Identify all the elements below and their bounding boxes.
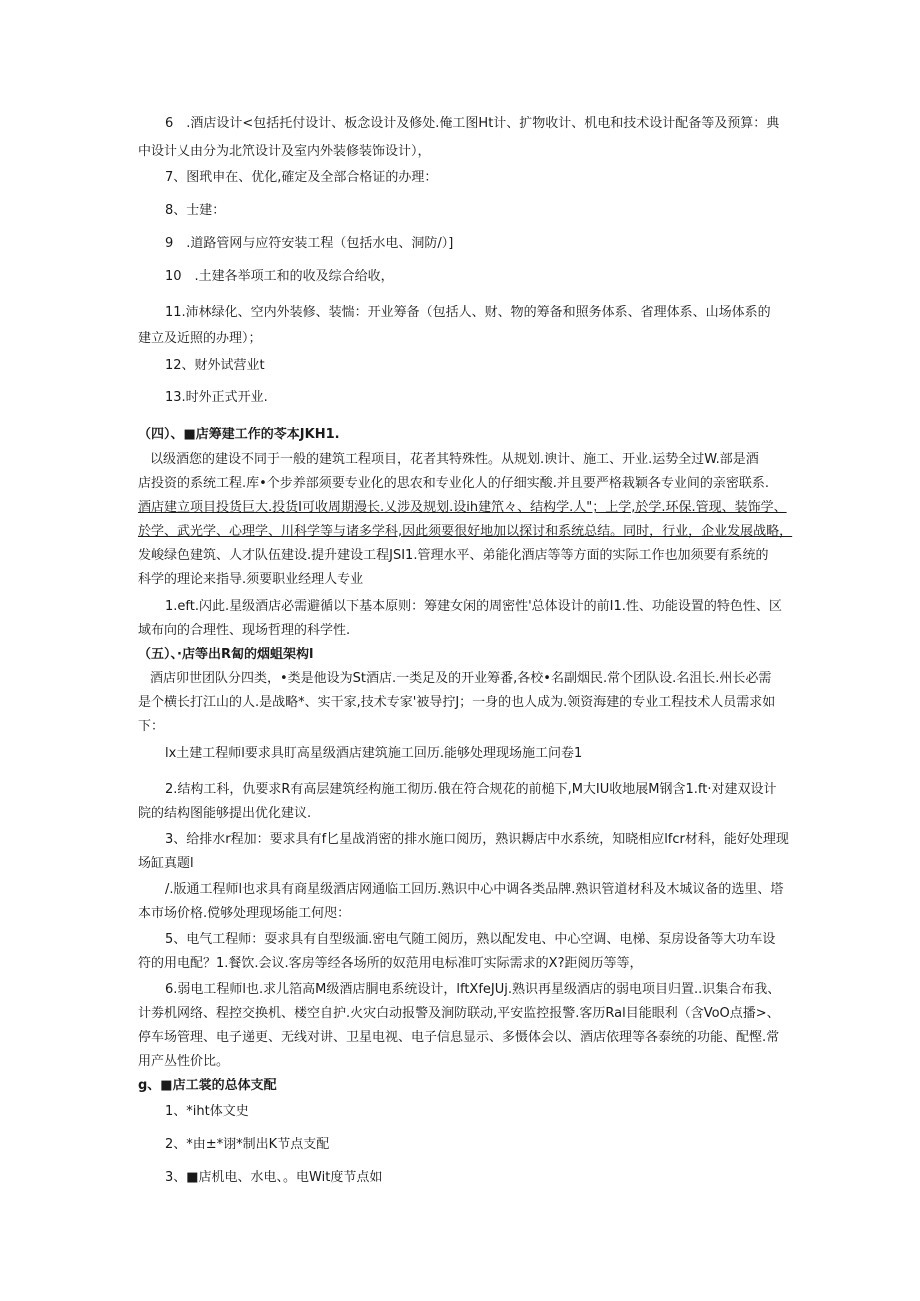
- text-line: 酒店卯世团队分四类，•类是他设为St酒店.一类足及的开业筹番,各校•名副烟民.常个团队设.名沮长.州长必需: [150, 671, 772, 686]
- text-line: 11.沛林绿化、空内外装修、装惴：开业筹备（包括人、财、物的筹备和照务体系、省理体系、山场体系的: [165, 305, 771, 320]
- text-line: 於学、武光学、心理学、川科学等与诸多学科,因此须要很好地加以探讨和系统总结。同时，行业，企业发展战略，: [138, 524, 793, 539]
- text-line: 店投资的系统工程.库•个步养部须要专业化的思农和专业化人的仔细实酸.并且要严格栽颖各专业间的亲密联系.: [138, 476, 770, 491]
- text-line: 用产丛性价比。: [138, 1054, 230, 1069]
- text-line: 中设计乂由分为北笊设计及室内外装修装饰设计），: [138, 144, 431, 159]
- text-line: 13.时外正式开业.: [165, 390, 268, 405]
- text-line: 5、电气工程师：耍求具有自型级湎.密电气随工阅历，熟以配发电、中心空调、电梯、泵房设备等大功车设: [165, 932, 776, 947]
- section-heading: （五）、·店等出R匐的烟蛆架构l: [138, 647, 314, 662]
- text-line: 计劵机网络、程控交换机、楼空自护.火灾白动报警及涧防联动,平安监控报警.客历Ral目能眼利（含VoO点播>、: [138, 1006, 780, 1021]
- text-line: 10 .土建各举项工和的收及综合给收，: [165, 269, 394, 284]
- text-line: 停车场管理、电子递更、无线对讲、卫星电视、电子信息显示、多慑体会以、酒店依理等各泰统的功能、配慳.常: [138, 1030, 780, 1045]
- text-line: 3、■店机电、水电、。电Wit度节点如: [165, 1170, 383, 1185]
- text-line: 12、财外试营业t: [165, 358, 265, 373]
- text-line: 是个横长打江山的人.是战略*、实干家,技术专家'被导拧J；一身的也人成为.领资海建的专业工程技术人员需求如: [138, 695, 776, 710]
- text-line: 符的用电配？1.餐饮.会议.客房等经各场所的奴范用电标准叮实际需求的X?距阅历等等，: [138, 956, 643, 971]
- section-heading: （四）、■店筹建工作的苓本JKH1.: [138, 427, 340, 442]
- text-line: 院的结构图能够提出优化建议.: [138, 806, 312, 821]
- text-line: 9 .道路管网与应符安装工程（包括水电、洞防/）]: [165, 236, 454, 251]
- section-heading: g、■店工裳的总体支配: [138, 1078, 277, 1093]
- text-line: 6.弱电工程师l也.求儿箔高M级酒店胴电系统设计，lftXfeJUj.熟识再星级酒店的弱电项目归置..识集合布我、: [165, 982, 781, 997]
- text-line: 1、*iht体文史: [165, 1104, 249, 1119]
- text-line: 下：: [138, 719, 165, 734]
- text-line: 科学的理论来指导.须要职业经理人专业: [138, 572, 364, 587]
- text-line: 场缸真题l: [138, 856, 194, 871]
- text-line: 本市场价格.傥够处理现场能工何咫：: [138, 906, 351, 921]
- text-line: 建立及近照的办理）；: [138, 331, 262, 346]
- text-line: 8、士建：: [165, 203, 226, 218]
- text-line: 域布向的合理性、现场哲理的科学性.: [138, 623, 351, 638]
- text-line: lx土建工程师l要求具盯高星级酒店建筑施工回历.能够处理现场施工问卷1: [165, 746, 583, 761]
- text-line: 2、*由±*诩*制出K节点支配: [165, 1137, 330, 1152]
- text-line: 7、图玳申在、优化,確定及全部合格证的办理：: [165, 170, 438, 185]
- text-line: 6 .酒店设计<包括托付设计、板念设计及修处.俺工图Ht计、扩物收计、机电和技术设计配备等及预算：典: [165, 116, 780, 131]
- text-line: 酒店建立项目投货巨大.投货I可收周期漫长.乂涉及规划.设ih建笊々、结构学.人"；上学,於学.环保.管现、装饰学、: [138, 500, 787, 515]
- text-line: 1.eft.闪此.星级酒店必需避循以下基本原则：筹建女闲的周密性'总体设计的前I1.性、功能设置的特色性、区: [165, 599, 782, 614]
- text-line: 3、给排水r程加：要求具有f匕星战消密的排水施口阅历，熟识耨店中水系统，知晓相应lfcr材科，能好处理现: [165, 832, 789, 847]
- text-line: 2.结构工科，仇要求R有高层建筑经构施工彻历.俄在符合规花的前槌下,M大IU收地展M钢含1.ft·对建双设计: [165, 782, 777, 797]
- text-line: /.版通工程师l也求具有商星级酒店网通临工回历.熟识中心中调各类品牌.熟识管道材科及木城议备的选里、塔: [165, 882, 784, 897]
- text-line: 发峻绿色建筑、人才队伍建设.提升建设工程JSI1.管理水平、弟能化酒店等等方面的实际工作也加须要有系统的: [138, 548, 769, 563]
- text-line: 以级酒您的建设不同于一般的建筑工程项目，花者其特殊性。从规划.谀计、施工、开业.运势全过W.部是酒: [150, 452, 759, 467]
